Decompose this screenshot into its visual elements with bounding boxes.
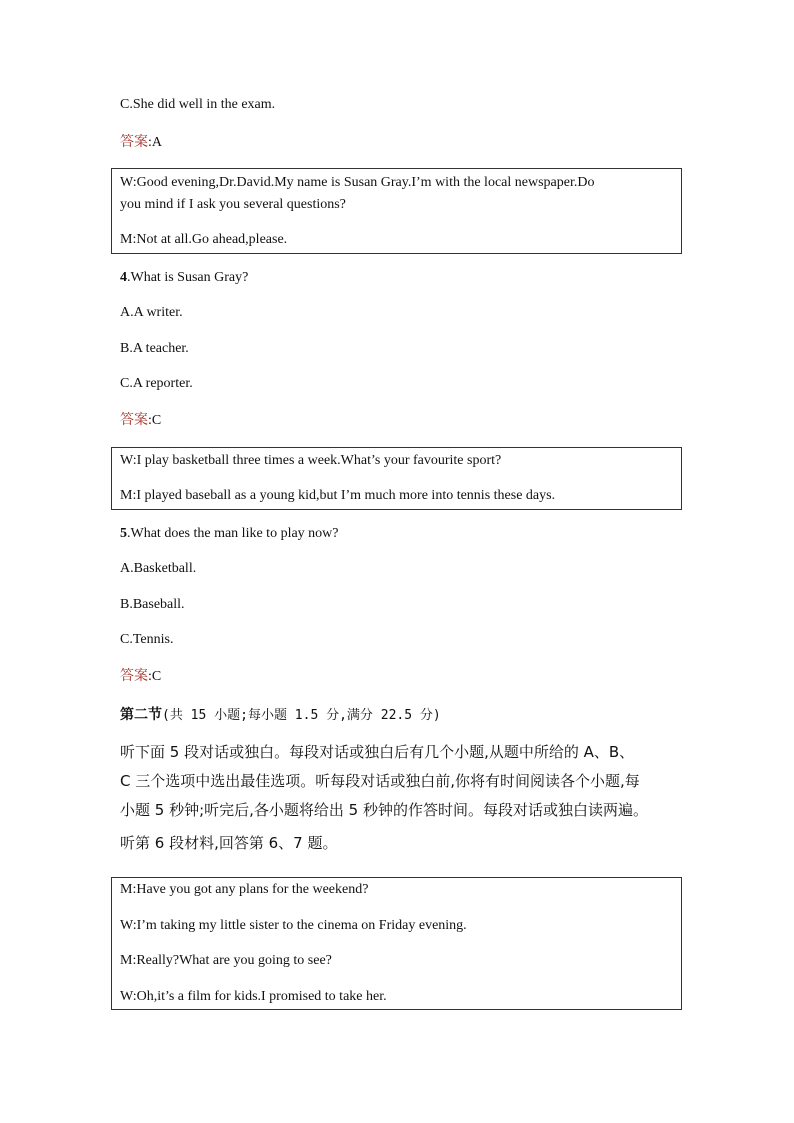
q5-answer [120,668,161,686]
q4-answer [120,412,161,430]
q3-answer [120,134,162,152]
answer-label: 答案 [120,413,148,428]
listen-prompt: 听第 6 段材料,回答第 6、7 题。 [120,834,338,852]
q4-option-a: A.A writer. [120,305,183,320]
dialogue-box-q4 [111,168,682,254]
q4-question [120,269,248,287]
instruction-line: C 三个选项中选出最佳选项。听每段对话或独白前,你将有时间阅读各个小题,每 [120,772,640,790]
dialogue-box-q5 [111,447,682,510]
dialogue-line: W:Good evening,Dr.David.My name is Susan Gray.I’m with the local newspaper.Do [120,175,595,190]
q4-option-c: C.A reporter. [120,376,193,391]
dialogue-line: M:I played baseball as a young kid,but I’m much more into tennis these days. [120,488,556,503]
q5-question [120,525,339,543]
answer-label: 答案 [120,135,148,150]
q5-option-c: C.Tennis. [120,632,174,647]
dialogue-box-6 [111,877,682,1010]
answer-value: :C [148,669,162,684]
dialogue-line: W:I’m taking my little sister to the cinema on Friday evening. [120,918,467,933]
dialogue-line: M:Have you got any plans for the weekend? [120,882,369,897]
q5-option-a: A.Basketball. [120,561,197,576]
dialogue-line: M:Not at all.Go ahead,please. [120,232,288,247]
section2-instructions [120,738,680,825]
answer-label: 答案 [120,669,148,684]
question-text: .What is Susan Gray? [127,270,249,285]
q3-option-c: C.She did well in the exam. [120,97,276,112]
question-number: 5 [120,526,127,541]
section-title: 第二节 [120,707,162,723]
dialogue-line: W:Oh,it’s a film for kids.I promised to take her. [120,989,387,1004]
instruction-line: 听下面 5 段对话或独白。每段对话或独白后有几个小题,从题中所给的 A、B、 [120,743,635,761]
answer-value: :A [148,135,162,150]
dialogue-line: W:I play basketball three times a week.What’s your favourite sport? [120,453,502,468]
dialogue-line: M:Really?What are you going to see? [120,953,332,968]
answer-value: :C [148,413,162,428]
section2-heading [120,706,441,725]
q4-option-b: B.A teacher. [120,341,189,356]
instruction-line: 小题 5 秒钟;听完后,各小题将给出 5 秒钟的作答时间。每段对话或独白读两遍。 [120,801,648,819]
question-number: 4 [120,270,127,285]
question-text: .What does the man like to play now? [127,526,339,541]
section-detail: (共 15 小题;每小题 1.5 分,满分 22.5 分) [162,708,441,723]
dialogue-line: you mind if I ask you several questions? [120,197,346,212]
q5-option-b: B.Baseball. [120,597,185,612]
